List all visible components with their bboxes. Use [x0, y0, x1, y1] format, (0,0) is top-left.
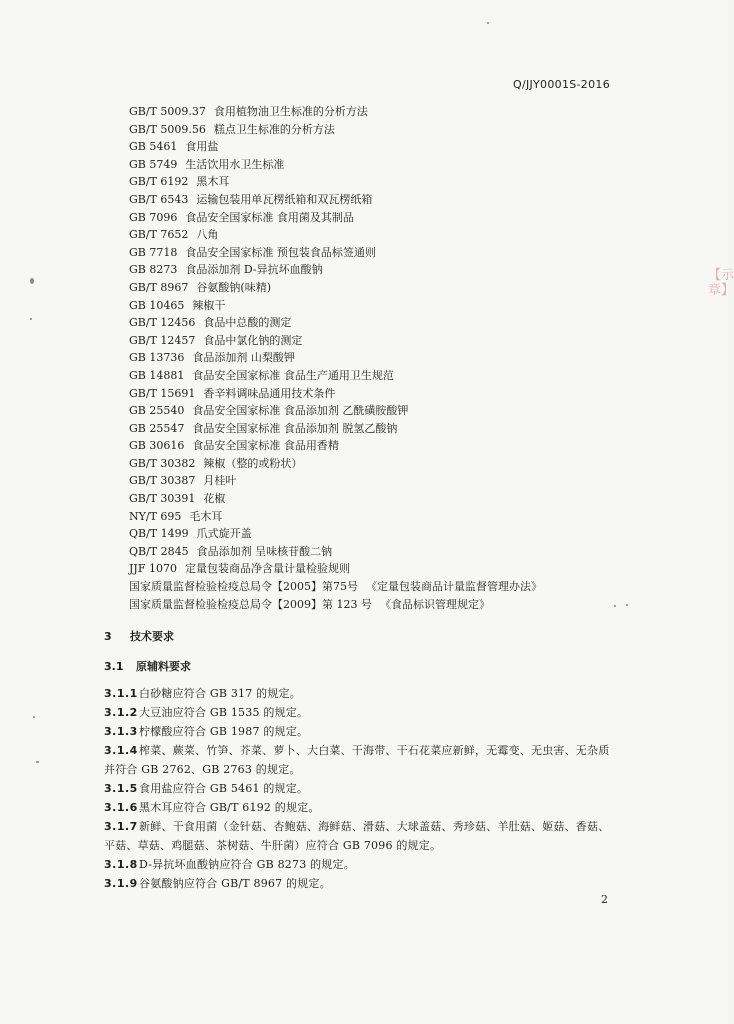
reference-title: 谷氨酸钠(味精) [196, 280, 271, 294]
reference-item [129, 349, 649, 367]
clause-number: 3.1.2 [104, 706, 138, 719]
reference-item [129, 209, 649, 227]
reference-code: GB/T 30387 [129, 474, 196, 488]
reference-title: 生活饮用水卫生标准 [185, 157, 285, 171]
reference-title: 食品中氯化钠的测定 [203, 333, 303, 347]
reference-title: 糕点卫生标准的分析方法 [213, 122, 335, 136]
reference-title: 《定量包装商品计量监督管理办法》 [366, 580, 542, 594]
clause-text: D-异抗坏血酸钠应符合 GB 8273 的规定。 [139, 858, 355, 871]
reference-item [129, 385, 649, 403]
clause-number: 3.1.1 [104, 687, 138, 700]
reference-title: 月桂叶 [203, 474, 237, 488]
reference-code: 国家质量监督检验检疫总局令【2009】第 123 号 [129, 597, 372, 611]
clause-text: 柠檬酸应符合 GB 1987 的规定。 [139, 725, 309, 738]
reference-title: 食品安全国家标准 预包装食品标签通则 [185, 245, 376, 259]
clause-number: 3.1.5 [104, 782, 138, 795]
clause-number: 3.1.8 [104, 858, 138, 871]
reference-item [129, 121, 649, 139]
reference-code: GB/T 5009.56 [129, 122, 206, 136]
reference-item [129, 261, 649, 279]
clauses-list [104, 684, 619, 893]
reference-item [129, 279, 649, 297]
reference-code: 国家质量监督检验检疫总局令【2005】第75号 [129, 580, 358, 594]
reference-title: 食用植物油卫生标准的分析方法 [213, 105, 368, 118]
subsection-number: 3.1 [104, 660, 124, 673]
reference-item [129, 191, 649, 209]
reference-title: 运输包装用单瓦楞纸箱和双瓦楞纸箱 [196, 192, 373, 206]
reference-code: QB/T 1499 [129, 527, 189, 541]
reference-title: 食用盐 [185, 140, 219, 154]
clause-item [104, 684, 619, 703]
scan-speck [30, 318, 32, 320]
reference-title: 食品添加剂 D-异抗坏血酸钠 [185, 263, 323, 277]
scan-speck [614, 605, 616, 607]
reference-item [129, 508, 649, 526]
reference-code: GB/T 6192 [129, 175, 189, 189]
reference-item [129, 367, 649, 385]
reference-code: GB/T 6543 [129, 192, 189, 206]
reference-item [129, 297, 649, 315]
reference-code: GB 5461 [129, 140, 178, 154]
reference-item [129, 402, 649, 420]
reference-title: 食品安全国家标准 食用菌及其制品 [185, 210, 354, 224]
reference-title: 食品安全国家标准 食品生产通用卫生规范 [192, 368, 394, 382]
page-number: 2 [601, 893, 608, 906]
reference-item [129, 138, 649, 156]
reference-code: GB 10465 [129, 298, 185, 312]
section-label: 技术要求 [130, 630, 174, 643]
clause-text: 大豆油应符合 GB 1535 的规定。 [139, 706, 309, 719]
reference-item [129, 314, 649, 332]
clause-text: 黑木耳应符合 GB/T 6192 的规定。 [139, 801, 320, 814]
reference-title: 食品添加剂 呈味核苷酸二钠 [196, 544, 333, 558]
clause-item [104, 855, 619, 874]
reference-title: 食品中总酸的测定 [203, 316, 292, 330]
clause-item [104, 798, 619, 817]
reference-code: GB/T 5009.37 [129, 105, 206, 118]
reference-code: GB 14881 [129, 368, 185, 382]
reference-code: GB 7096 [129, 210, 178, 224]
reference-item [129, 560, 649, 578]
reference-item [129, 472, 649, 490]
reference-item [129, 420, 649, 438]
clause-text: 食用盐应符合 GB 5461 的规定。 [139, 782, 309, 795]
reference-code: GB 13736 [129, 351, 185, 365]
clause-item [104, 722, 619, 741]
reference-title: 定量包装商品净含量计量检验规则 [184, 562, 350, 576]
clause-number: 3.1.4 [104, 744, 138, 757]
reference-title: 食品添加剂 山梨酸钾 [192, 351, 295, 365]
clause-item [104, 874, 619, 893]
reference-item [129, 156, 649, 174]
normative-references-list [129, 103, 649, 613]
reference-code: JJF 1070 [129, 562, 177, 576]
document-code: Q/JJY0001S-2016 [512, 78, 610, 91]
clause-number: 3.1.6 [104, 801, 138, 814]
reference-item [129, 103, 649, 121]
reference-title: 香辛料调味品通用技术条件 [203, 386, 336, 400]
reference-item [129, 226, 649, 244]
scan-speck [626, 604, 628, 606]
reference-item [129, 437, 649, 455]
subsection-heading [104, 658, 191, 674]
reference-code: GB/T 12457 [129, 333, 196, 347]
scan-speck [30, 278, 34, 284]
reference-code: GB/T 30391 [129, 492, 196, 506]
reference-title: 黑木耳 [196, 175, 230, 189]
reference-code: GB 7718 [129, 245, 178, 259]
scan-speck [33, 716, 35, 718]
reference-item [129, 490, 649, 508]
clause-text: 榨菜、蕨菜、竹笋、芥菜、萝卜、大白菜、干海带、干石花菜应新鲜，无霉变、无虫害、无杂质并符合 GB 2762、GB 2763 的规定。 [104, 744, 610, 776]
scan-speck [487, 22, 489, 24]
reference-item [129, 332, 649, 350]
reference-item [129, 543, 649, 561]
reference-code: GB/T 7652 [129, 228, 189, 242]
reference-code: GB/T 15691 [129, 386, 196, 400]
reference-item [129, 578, 649, 596]
reference-title: 《食品标识管理规定》 [379, 597, 490, 611]
seal-stamp-fragment: 【示章】 [708, 268, 734, 298]
reference-item [129, 525, 649, 543]
scan-speck [36, 761, 39, 763]
reference-title: 八角 [196, 228, 219, 242]
reference-item [129, 173, 649, 191]
reference-code: GB 5749 [129, 157, 178, 171]
clause-text: 新鲜、干食用菌（金针菇、杏鲍菇、海鲜菇、滑菇、大球盖菇、秀珍菇、羊肚菇、姬菇、香菇、平菇、草菇、鸡腿菇、茶树菇、牛肝菌）应符合 GB 7096 的规定。 [104, 820, 610, 852]
subsection-label: 原辅料要求 [136, 660, 191, 673]
clause-number: 3.1.9 [104, 877, 138, 890]
clause-item [104, 703, 619, 722]
reference-code: GB 30616 [129, 439, 185, 453]
reference-title: 食品安全国家标准 食品用香精 [192, 439, 339, 453]
reference-code: GB/T 30382 [129, 456, 196, 470]
section-heading [104, 628, 174, 644]
clause-text: 谷氨酸钠应符合 GB/T 8967 的规定。 [139, 877, 331, 890]
reference-item [129, 596, 649, 614]
clause-item [104, 817, 619, 855]
reference-code: QB/T 2845 [129, 544, 189, 558]
reference-code: GB 25547 [129, 421, 185, 435]
clause-item [104, 779, 619, 798]
section-number: 3 [104, 630, 112, 643]
reference-code: GB 25540 [129, 404, 185, 418]
reference-title: 辣椒（整的或粉状） [203, 456, 303, 470]
reference-title: 爪式旋开盖 [196, 527, 252, 541]
clause-item [104, 741, 619, 779]
reference-code: NY/T 695 [129, 509, 182, 523]
reference-code: GB/T 8967 [129, 280, 189, 294]
reference-title: 花椒 [203, 492, 226, 506]
reference-title: 辣椒干 [192, 298, 226, 312]
clause-number: 3.1.7 [104, 820, 138, 833]
clause-text: 白砂糖应符合 GB 317 的规定。 [139, 687, 301, 700]
reference-title: 食品安全国家标准 食品添加剂 乙酰磺胺酸钾 [192, 404, 409, 418]
clause-number: 3.1.3 [104, 725, 138, 738]
reference-code: GB/T 12456 [129, 316, 196, 330]
reference-item [129, 244, 649, 262]
reference-code: GB 8273 [129, 263, 178, 277]
reference-title: 食品安全国家标准 食品添加剂 脱氢乙酸钠 [192, 421, 398, 435]
reference-title: 毛木耳 [189, 509, 223, 523]
reference-item [129, 455, 649, 473]
